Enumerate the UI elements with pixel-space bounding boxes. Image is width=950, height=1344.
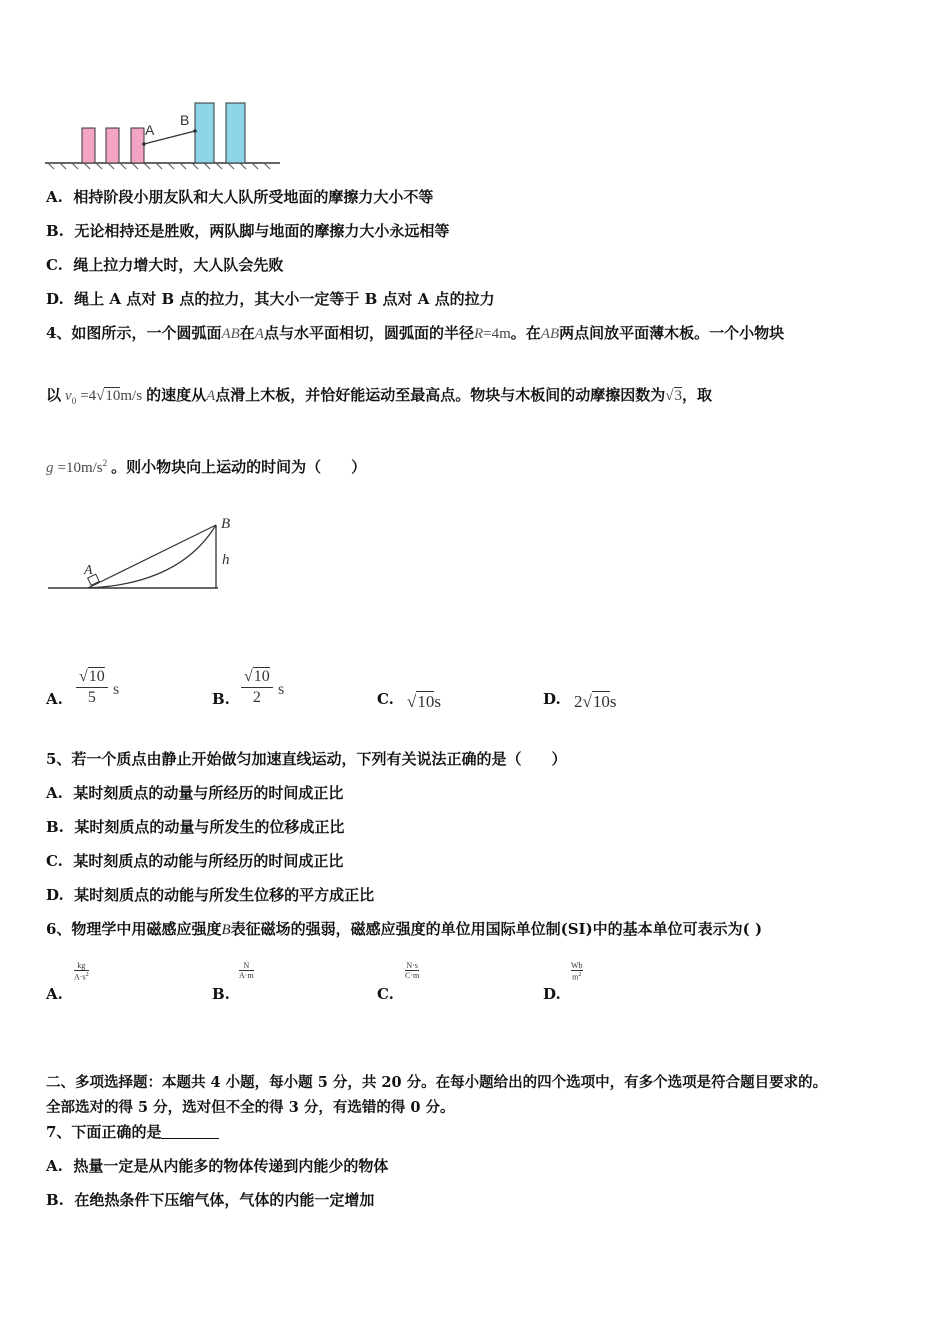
- incline-arc-figure: [40, 510, 250, 595]
- q7-option-b: B. 在绝热条件下压缩气体，气体的内能一定增加: [46, 1191, 375, 1209]
- q5-option-b: B. 某时刻质点的动量与所发生的位移成正比: [46, 818, 345, 836]
- child-block-2: [106, 128, 119, 163]
- q4-option-c-value: √10s: [407, 692, 441, 711]
- q4-stem-line3: $g =10m/s^2$ 。则小物块向上运动的时间为（ ）: [46, 458, 367, 476]
- q6-option-a-value: kg $A\cdot s^2$: [74, 961, 89, 982]
- q6-option-a-letter: A.: [46, 985, 63, 1003]
- section2-heading-line1: 二、多项选择题：本题共 4 小题，每小题 5 分，共 20 分。在每小题给出的四个选项中，有多个选项是符合题目要求的。: [46, 1074, 828, 1091]
- q3-option-d: D. 绳上 A 点对 B 点的拉力，其大小一定等于 B 点对 A 点的拉力: [46, 290, 495, 308]
- child-block-1: [82, 128, 95, 163]
- point-a-label: A: [84, 563, 93, 578]
- q6-option-c-letter: C.: [377, 985, 394, 1003]
- height-label: h: [222, 552, 230, 568]
- q5-option-a: A. 某时刻质点的动量与所经历的时间成正比: [46, 784, 344, 802]
- point-a-label: A: [145, 122, 155, 138]
- section2-heading-line2: 全部选对的得 5 分，选对但不全的得 3 分，有选错的得 0 分。: [46, 1099, 455, 1116]
- point-b-label: B: [221, 516, 231, 532]
- q6-option-d-value: Wb $m^2$: [571, 961, 583, 982]
- q4-option-b-unit: s: [278, 681, 285, 698]
- q4-option-d-letter: D.: [543, 690, 561, 708]
- q6-option-b-letter: B.: [212, 985, 230, 1003]
- board-line: [88, 525, 216, 588]
- q3-option-c: C. 绳上拉力增大时，大人队会先败: [46, 256, 284, 274]
- tug-of-war-figure: [40, 95, 285, 175]
- q4-option-b-value: √10 2: [241, 668, 273, 707]
- q4-option-c-letter: C.: [377, 690, 394, 708]
- q4-option-b-letter: B.: [212, 690, 230, 708]
- q7-stem: 7、下面正确的是: [46, 1121, 219, 1142]
- q3-option-b: B. 无论相持还是胜败，两队脚与地面的摩擦力大小永远相等: [46, 222, 450, 240]
- point-b-label: B: [180, 112, 190, 128]
- q6-stem: 6、物理学中用磁感应强度B表征磁场的强弱，磁感应强度的单位用国际单位制(SI)中的基本单位可表示为( ): [46, 920, 763, 938]
- q4-option-a-unit: s: [113, 681, 120, 698]
- q4-stem-line1: 4、如图所示，一个圆弧面AB在A点与水平面相切，圆弧面的半径R=4m。在AB两点间放平面薄木板。一个小物块: [46, 324, 785, 342]
- q4-option-a-letter: A.: [46, 690, 63, 708]
- q4-option-d-value: 2√10s: [574, 692, 617, 711]
- q6-option-b-value: N A·m: [239, 961, 254, 980]
- q7-option-a: A. 热量一定是从内能多的物体传递到内能少的物体: [46, 1157, 389, 1175]
- answer-blank[interactable]: [161, 1124, 219, 1139]
- q4-stem-line2: 以 $v_0 =4√10m/s$ 的速度从A点滑上木板，并恰好能运动至最高点。物块与木板间的动摩擦因数为√3，取: [46, 386, 713, 406]
- q3-option-a: A. 相持阶段小朋友队和大人队所受地面的摩擦力大小不等: [46, 188, 434, 206]
- q6-option-c-value: N·s C·m: [405, 961, 420, 980]
- adult-block-1: [195, 103, 214, 163]
- q5-option-d: D. 某时刻质点的动能与所发生位移的平方成正比: [46, 886, 375, 904]
- q4-option-a-value: √10 5: [76, 668, 108, 707]
- child-block-3: [131, 128, 144, 163]
- q6-option-d-letter: D.: [543, 985, 561, 1003]
- q5-stem: 5、若一个质点由静止开始做匀加速直线运动，下列有关说法正确的是（ ）: [46, 750, 567, 768]
- q5-option-c: C. 某时刻质点的动能与所经历的时间成正比: [46, 852, 344, 870]
- adult-block-2: [226, 103, 245, 163]
